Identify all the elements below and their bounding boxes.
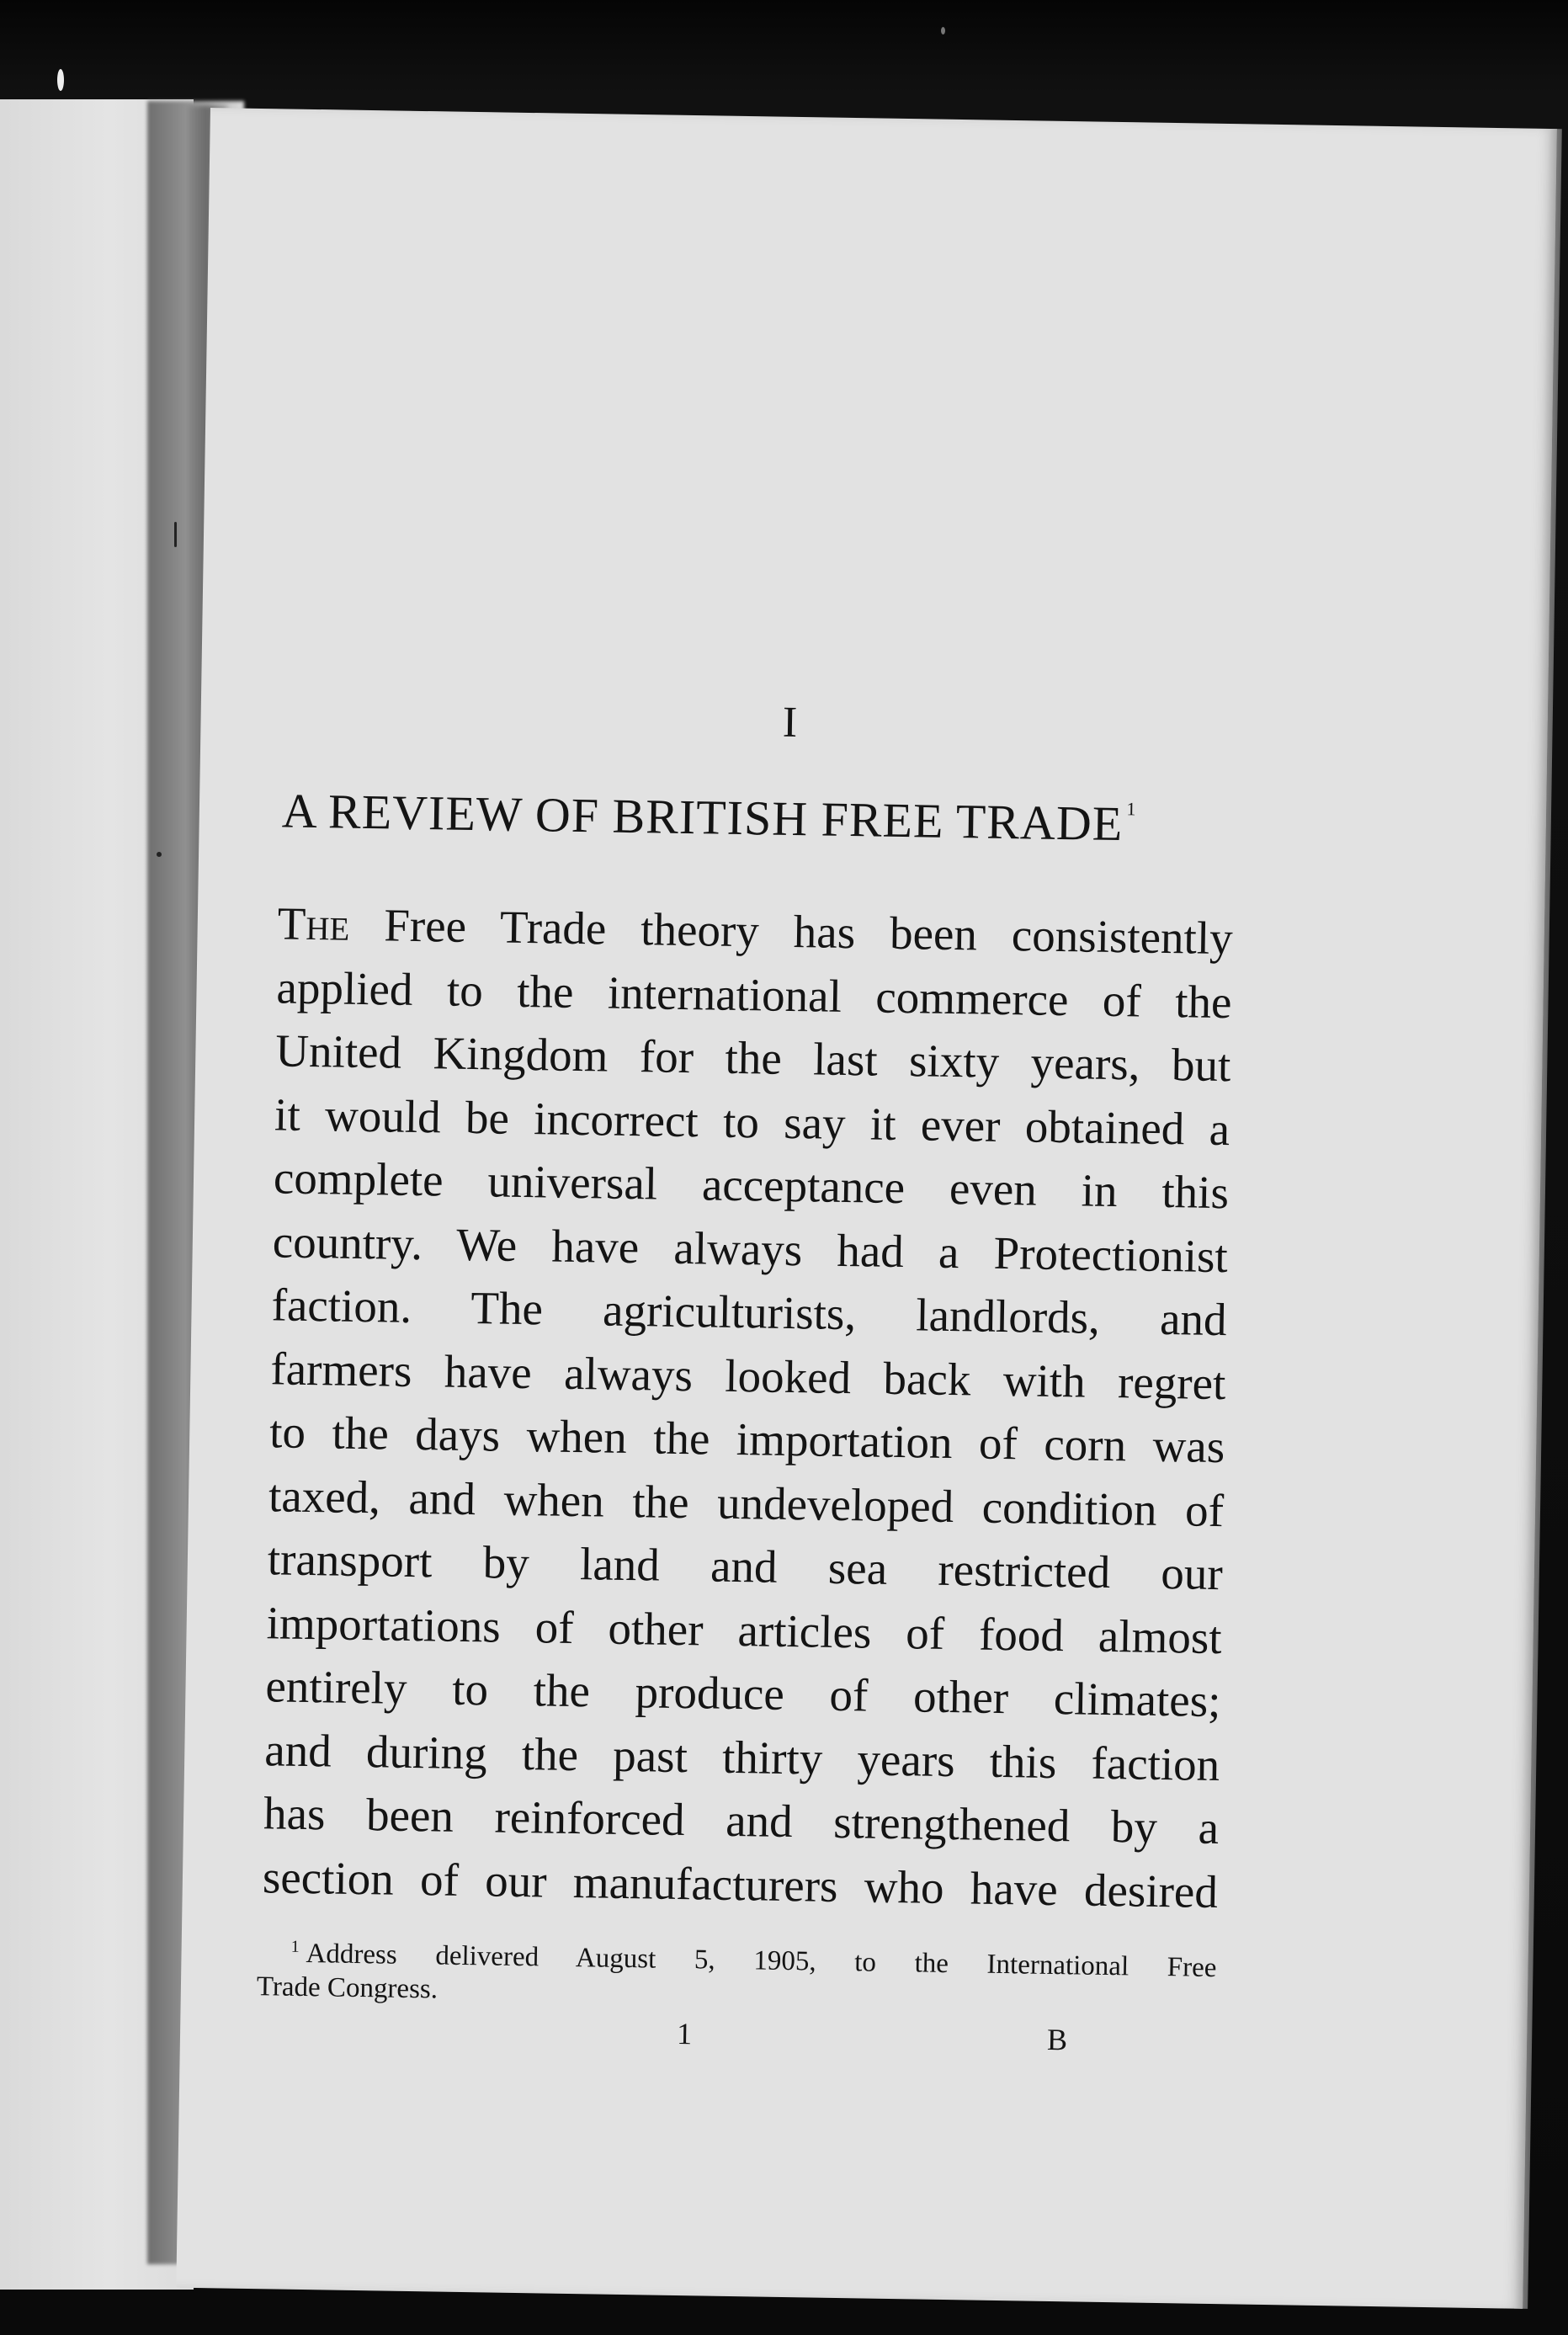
chapter-title-text: A REVIEW OF BRITISH FREE TRADE [281,783,1124,852]
body-line: it would be incorrect to say it ever obtained a [274,1088,1230,1155]
body-line: importations of other articles of food almost [266,1596,1223,1663]
footnote-line: Trade Congress. [256,1971,439,2005]
body-line-rest: Free Trade theory has been consistently [348,898,1234,965]
body-line: section of our manufacturers who have desired [262,1850,1219,1917]
body-line: country. We have always had a Protectionist [272,1215,1229,1282]
body-line: faction. The agriculturists, landlords, and [271,1279,1228,1346]
body-line: United Kingdom for the last sixty years, but [274,1024,1231,1092]
edge-speck [57,69,64,91]
body-line: applied to the international commerce of the [276,960,1232,1028]
body-line: farmers have always looked back with regret [270,1342,1226,1409]
chapter-title [281,782,1136,852]
body-line: has been reinforced and strengthened by a [263,1787,1220,1854]
body-text [262,891,1233,1923]
title-footnote-marker: 1 [1126,798,1137,820]
body-line: and during the past thirty years this faction [263,1723,1220,1790]
body-line: entirely to the produce of other climates; [265,1660,1221,1727]
footnote-marker: 1 [290,1937,300,1956]
opening-word: The [277,897,350,950]
body-line: transport by land and sea restricted our [267,1533,1224,1600]
footnote-text: Address delivered August 5, 1905, to the International Free [306,1939,1217,1984]
body-line: to the days when the importation of corn was [268,1406,1225,1473]
body-line: taxed, and when the undeveloped condition of [268,1469,1225,1536]
signature-mark: B [1046,2022,1068,2057]
body-line: complete universal acceptance even in this [273,1152,1230,1219]
book-page [176,108,1556,2309]
dust-speck [941,27,945,35]
page-number: 1 [676,2016,693,2051]
chapter-number: I [782,698,798,747]
footnote [257,1929,1217,2019]
page-content [176,108,1556,2309]
dust-speck [157,852,162,857]
dust-speck [174,522,177,547]
